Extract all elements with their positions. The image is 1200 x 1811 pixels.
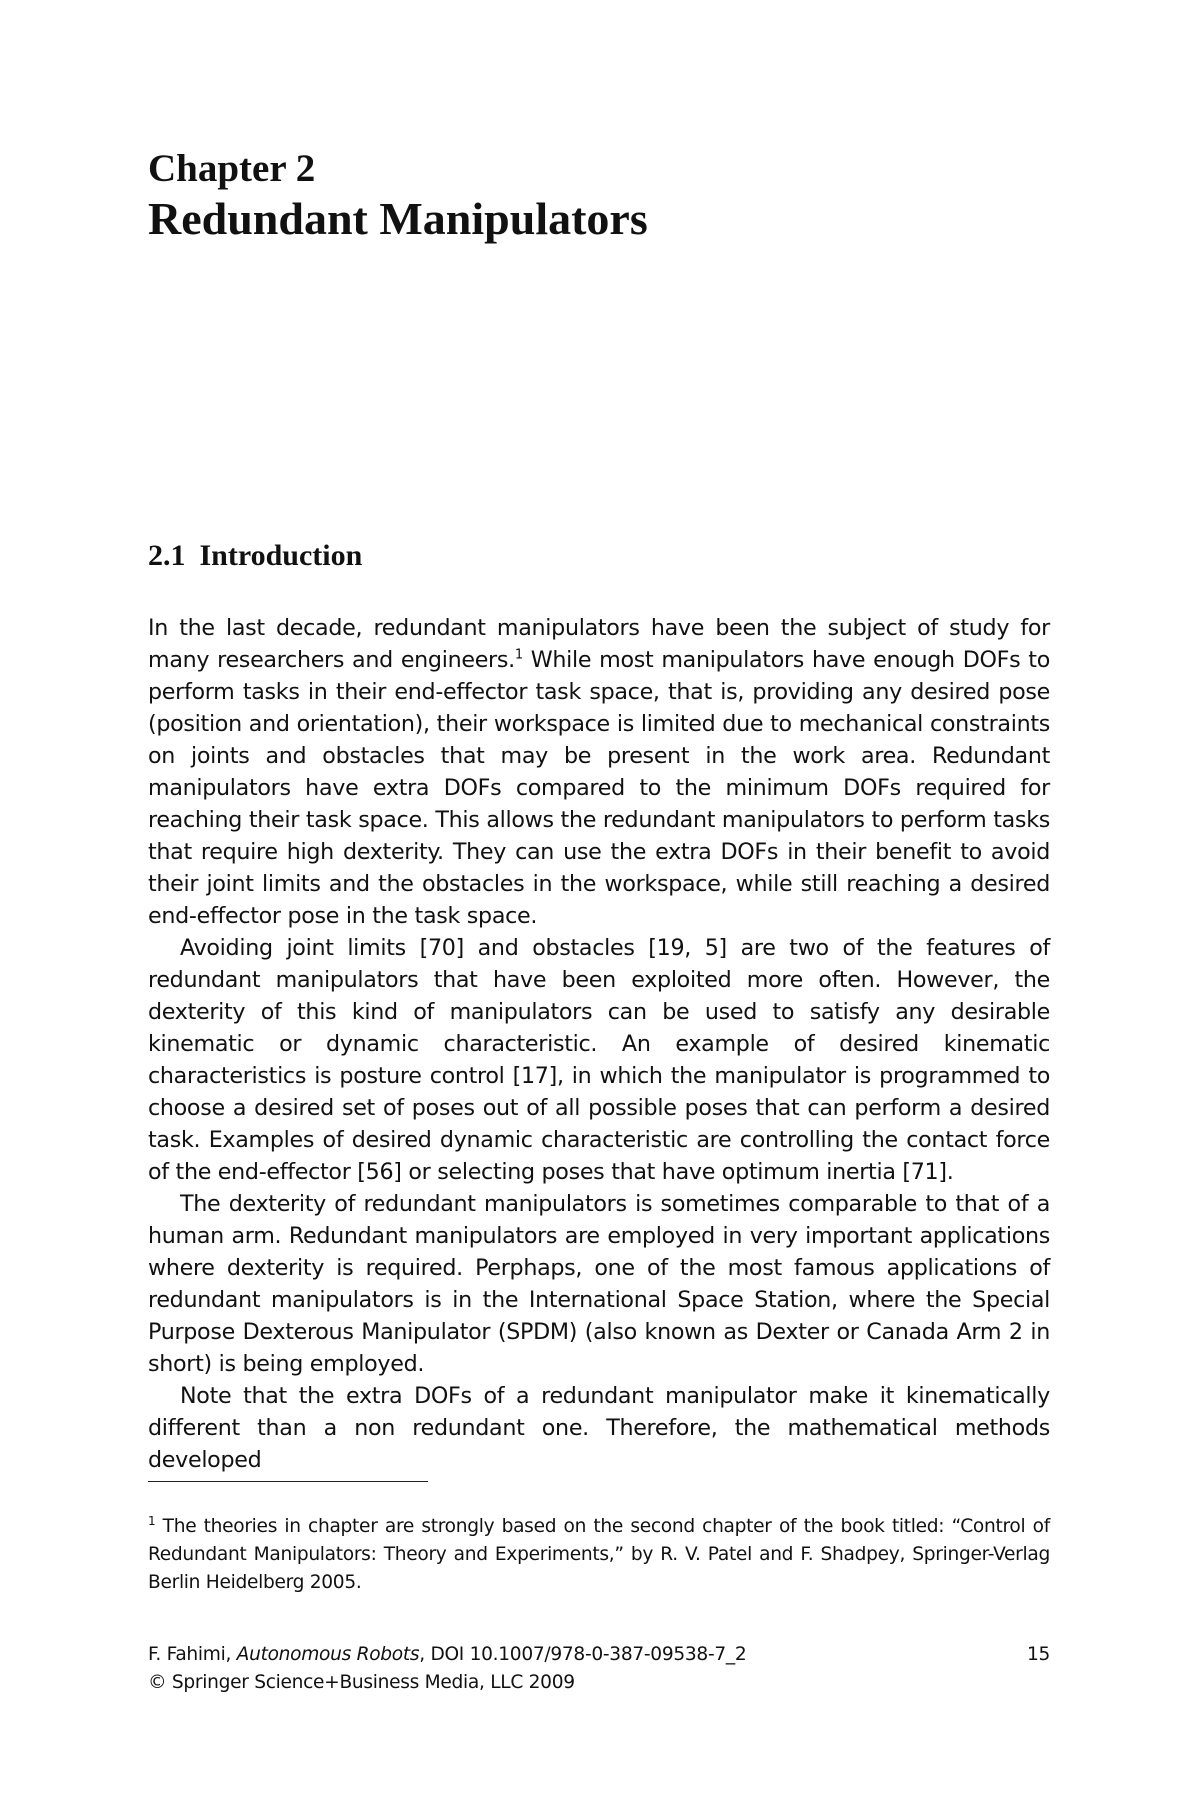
page-number: 15 bbox=[1026, 1644, 1050, 1665]
paragraph-1 bbox=[148, 612, 1050, 932]
chapter-title: Redundant Manipulators bbox=[148, 193, 648, 244]
section-number: 2.1 bbox=[148, 539, 186, 572]
footnote bbox=[148, 1513, 1050, 1597]
paragraph-4: Note that the extra DOFs of a redundant manipulator make it kinematically different than a non redundant one. Therefore, the mathematical methods developed bbox=[148, 1383, 1050, 1473]
section-title: Introduction bbox=[199, 539, 363, 572]
chapter-label: Chapter 2 bbox=[148, 147, 316, 190]
body-text bbox=[148, 612, 1050, 1476]
paragraph-3: The dexterity of redundant manipulators is sometimes comparable to that of a human arm. Redundant manipulators are employed in very important applications where dexterity is required. Perphaps, one of the most famous applications of redundant manipulators is in the International Space Station, where the Special Purpose Dexterous Manipulator (SPDM) (also known as Dexter or Canada Arm 2 in short) is being employed. bbox=[148, 1191, 1050, 1377]
footnote-marker: 1 bbox=[148, 1513, 156, 1528]
section-heading bbox=[148, 538, 362, 574]
footnote-text: The theories in chapter are strongly based on the second chapter of the book titled: “Control of Redundant Manipulators: Theory and Experiments,” by R. V. Patel and F. Shadpey, Springer-Verlag Berlin Heidelberg 2005. bbox=[148, 1516, 1050, 1593]
footnote-reference[interactable]: 1 bbox=[514, 647, 523, 663]
paragraph-1-part-b: While most manipulators have enough DOFs to perform tasks in their end-effector task space, that is, providing any desired pose (position and orientation), their workspace is limited due to mechanical constraints on joints and obstacles that may be present in the work area. Redundant manipulators have extra DOFs compared to the minimum DOFs required for reaching their task space. This allows the redundant manipulators to perform tasks that require high dexterity. They can use the extra DOFs in their benefit to avoid their joint limits and the obstacles in the workspace, while still reaching a desired end-effector pose in the task space. bbox=[148, 647, 1050, 929]
citation-doi[interactable]: , DOI 10.1007/978-0-387-09538-7_2 bbox=[419, 1644, 747, 1665]
copyright-line: © Springer Science+Business Media, LLC 2009 bbox=[148, 1672, 575, 1693]
footnote-divider bbox=[148, 1481, 428, 1482]
paragraph-2: Avoiding joint limits [70] and obstacles [19, 5] are two of the features of redundant manipulators that have been exploited more often. However, the dexterity of this kind of manipulators can be used to satisfy any desirable kinematic or dynamic characteristic. An example of desired kinematic characteristics is posture control [17], in which the manipulator is programmed to choose a desired set of poses out of all possible poses that can perform a desired task. Examples of desired dynamic characteristic are controlling the contact force of the end-effector [56] or selecting poses that have optimum inertia [71]. bbox=[148, 935, 1050, 1185]
citation-line bbox=[148, 1641, 1050, 1669]
paragraph-1-part-a: In the last decade, redundant manipulators have been the subject of study for many researchers and engineers. bbox=[148, 615, 1050, 673]
citation-author: F. Fahimi, bbox=[148, 1644, 237, 1665]
citation-block bbox=[148, 1641, 1050, 1697]
citation-book-title: Autonomous Robots bbox=[236, 1644, 420, 1665]
